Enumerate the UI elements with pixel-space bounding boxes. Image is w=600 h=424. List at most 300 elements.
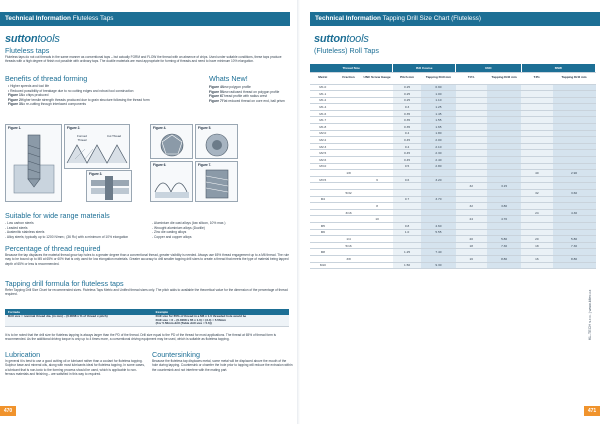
cell-bsw-tpi bbox=[521, 124, 552, 131]
table-row bbox=[310, 91, 596, 98]
countersinking-paragraph: Because the fluteless tap displaces metal, some metal will be displaced above the mouth of the hole during tapping. Countersink or chamfer the hole prior to tapping will reduce the extrusion within the countersink and not interfere with the mating part. bbox=[152, 359, 293, 372]
cell-metric bbox=[310, 190, 336, 197]
intro-paragraph: Fluteless taps do not cut threads in the same manner as conventional taps – but actually FORM and FLOW the thread with an absence of chips. Used under suitable conditions, these taps produce threads with a high degree of finish not possible with ordinary taps. The ductile materials are most appropriate for forming of threads and need to have minimum 10% elongation. bbox=[5, 55, 282, 64]
cell-iso-drill bbox=[421, 203, 455, 210]
cell-fraction bbox=[336, 143, 362, 150]
cell-unc-tpi bbox=[456, 196, 487, 203]
cell-fraction: 3/8 bbox=[336, 255, 362, 262]
table-row bbox=[310, 117, 596, 124]
cell-metric: M3.0 bbox=[310, 163, 336, 170]
cell-unc-tpi bbox=[456, 137, 487, 144]
cell-pitch: 0.35 bbox=[393, 110, 422, 117]
cell-fraction bbox=[336, 176, 362, 183]
table-row bbox=[310, 170, 596, 177]
cell-iso-drill bbox=[421, 183, 455, 190]
cell-unc-tpi bbox=[456, 91, 487, 98]
cell-metric: M5 bbox=[310, 222, 336, 229]
col-iso-drill: Tapping Drill mm bbox=[421, 72, 455, 84]
cell-unc-tpi bbox=[456, 84, 487, 91]
cell-unc-drill bbox=[487, 196, 521, 203]
cell-bsw-drill bbox=[553, 124, 596, 131]
cell-unc-tpi: 32 bbox=[456, 183, 487, 190]
cell-bsw-tpi bbox=[521, 157, 552, 164]
material-item: - Aluminium die cast alloys (low silicon, 10% max.) bbox=[152, 221, 226, 225]
cell-unc-tpi: 32 bbox=[456, 203, 487, 210]
cell-iso-drill: 1.00 bbox=[421, 91, 455, 98]
cell-unc-tpi bbox=[456, 222, 487, 229]
cell-unc-drill bbox=[487, 170, 521, 177]
cell-fraction: 3/16 bbox=[336, 209, 362, 216]
cell-bsw-tpi: 16 bbox=[521, 255, 552, 262]
cell-unc-gauge bbox=[361, 91, 392, 98]
cell-iso-drill: 1.45 bbox=[421, 110, 455, 117]
cell-unc-tpi bbox=[456, 249, 487, 256]
cell-fraction bbox=[336, 117, 362, 124]
percentage-title: Percentage of thread required bbox=[5, 244, 101, 253]
cell-pitch: 0.7 bbox=[393, 196, 422, 203]
cut-thread-label: Cut Thread bbox=[107, 134, 121, 138]
figure-7-flat-reduced: Figure 7. bbox=[195, 161, 238, 202]
tapping-drill-chart bbox=[310, 64, 596, 269]
tap-table-body bbox=[310, 84, 596, 269]
cell-bsw-drill bbox=[553, 157, 596, 164]
cell-metric: M1.1 bbox=[310, 91, 336, 98]
formed-thread-label: Formed Thread bbox=[77, 134, 87, 142]
cell-bsw-drill bbox=[553, 110, 596, 117]
cell-bsw-tpi bbox=[521, 249, 552, 256]
cell-unc-drill bbox=[487, 150, 521, 157]
cell-iso-drill: 1.80 bbox=[421, 130, 455, 137]
cell-bsw-tpi bbox=[521, 222, 552, 229]
cell-iso-drill bbox=[421, 216, 455, 223]
cell-bsw-tpi bbox=[521, 262, 552, 269]
table-row bbox=[310, 130, 596, 137]
countersinking-title: Countersinking bbox=[152, 350, 200, 359]
figure-caption: Figure 3. No re-cutting through interlaced components bbox=[8, 102, 86, 107]
materials-list-left bbox=[5, 221, 145, 239]
table-row bbox=[310, 242, 596, 249]
table-row bbox=[310, 124, 596, 131]
polygon-profile-icon bbox=[151, 125, 193, 159]
cell-bsw-drill bbox=[553, 262, 596, 269]
cell-fraction bbox=[336, 262, 362, 269]
cell-metric bbox=[310, 183, 336, 190]
figure-caption: Figure 5. New radiused thread on polygon profile bbox=[209, 89, 280, 94]
table-row bbox=[310, 143, 596, 150]
cell-pitch bbox=[393, 255, 422, 262]
material-item: - Zinc die casting alloys bbox=[152, 230, 187, 235]
table-row bbox=[310, 110, 596, 117]
materials-title: Suitable for wide range materials bbox=[5, 211, 110, 220]
cell-unc-tpi bbox=[456, 229, 487, 236]
cell-unc-tpi bbox=[456, 143, 487, 150]
cell-bsw-tpi bbox=[521, 97, 552, 104]
cell-metric bbox=[310, 170, 336, 177]
table-row bbox=[310, 255, 596, 262]
cell-unc-drill bbox=[487, 249, 521, 256]
cell-unc-gauge bbox=[361, 242, 392, 249]
formula-table bbox=[5, 309, 289, 327]
figure-3-interlaced: Figure 3. bbox=[86, 170, 132, 202]
example-line: Drill size for 65% of thread in a M6 x 1.0 threaded hole would be bbox=[155, 314, 247, 318]
cell-pitch bbox=[393, 216, 422, 223]
cell-bsw-drill bbox=[553, 163, 596, 170]
benefit-item: • Higher speeds and tool life bbox=[8, 84, 50, 88]
material-item: - Austenitic stainless steels bbox=[5, 230, 45, 235]
cell-unc-tpi bbox=[456, 209, 487, 216]
cell-iso-drill: 2.00 bbox=[421, 137, 455, 144]
page-number: 470 bbox=[0, 406, 16, 416]
cell-fraction bbox=[336, 124, 362, 131]
cell-fraction bbox=[336, 97, 362, 104]
cell-unc-tpi bbox=[456, 110, 487, 117]
cell-iso-drill: 5.55 bbox=[421, 229, 455, 236]
table-row bbox=[310, 150, 596, 157]
cell-metric: M2.0 bbox=[310, 130, 336, 137]
cell-bsw-drill bbox=[553, 176, 596, 183]
material-item: - Leaded steels bbox=[5, 225, 28, 230]
cell-fraction bbox=[336, 216, 362, 223]
cell-pitch: 0.5 bbox=[393, 163, 422, 170]
cell-unc-tpi bbox=[456, 124, 487, 131]
sutton-tools-logo: suttontools bbox=[314, 33, 369, 45]
benefits-title: Benefits of thread forming bbox=[5, 74, 88, 83]
cell-unc-drill bbox=[487, 124, 521, 131]
cell-bsw-tpi: 32 bbox=[521, 190, 552, 197]
cell-unc-gauge bbox=[361, 255, 392, 262]
cell-unc-gauge bbox=[361, 84, 392, 91]
cell-unc-drill bbox=[487, 143, 521, 150]
cell-unc-drill bbox=[487, 209, 521, 216]
cell-pitch: 0.45 bbox=[393, 157, 422, 164]
material-item: - Low carbon steels bbox=[5, 221, 34, 225]
material-item: - Alloy steels; typically up to 1200 N/mm², (36 Rc) with a minimum of 10% elongation bbox=[5, 234, 129, 239]
whats-new-title: Whats New! bbox=[209, 74, 248, 83]
cell-unc-gauge bbox=[361, 137, 392, 144]
cell-iso-drill: 3.20 bbox=[421, 176, 455, 183]
table-row bbox=[310, 190, 596, 197]
table-row bbox=[310, 196, 596, 203]
materials-list-right bbox=[152, 221, 292, 239]
cell-bsw-drill: 4.30 bbox=[553, 209, 596, 216]
cell-bsw-drill bbox=[553, 222, 596, 229]
cell-unc-tpi bbox=[456, 176, 487, 183]
cell-unc-drill bbox=[487, 163, 521, 170]
cell-fraction bbox=[336, 203, 362, 210]
cell-iso-drill bbox=[421, 255, 455, 262]
table-row bbox=[310, 216, 596, 223]
cell-unc-tpi: 18 bbox=[456, 242, 487, 249]
cell-bsw-drill bbox=[553, 196, 596, 203]
cell-iso-drill: 9.30 bbox=[421, 262, 455, 269]
cell-pitch: 0.6 bbox=[393, 176, 422, 183]
cell-unc-gauge bbox=[361, 170, 392, 177]
cell-iso-drill bbox=[421, 242, 455, 249]
cell-metric: M1.2 bbox=[310, 97, 336, 104]
cell-bsw-drill bbox=[553, 150, 596, 157]
cell-bsw-tpi bbox=[521, 117, 552, 124]
cell-unc-gauge bbox=[361, 209, 392, 216]
cell-metric bbox=[310, 236, 336, 243]
thread-compare-icon bbox=[65, 125, 130, 169]
col-bsw-drill: Tapping Drill mm bbox=[553, 72, 596, 84]
cell-unc-gauge bbox=[361, 117, 392, 124]
cell-bsw-tpi bbox=[521, 130, 552, 137]
cell-bsw-drill bbox=[553, 117, 596, 124]
cell-pitch: 1.25 bbox=[393, 249, 422, 256]
cell-unc-drill bbox=[487, 104, 521, 111]
sutton-tools-logo: suttontools bbox=[5, 33, 60, 45]
cell-bsw-tpi bbox=[521, 203, 552, 210]
col-pitch: Pitch mm bbox=[393, 72, 422, 84]
cell-unc-gauge bbox=[361, 262, 392, 269]
cell-bsw-drill: 2.90 bbox=[553, 170, 596, 177]
drill-formula-title: Tapping drill formula for fluteless taps bbox=[5, 279, 124, 288]
cell-unc-drill: 3.15 bbox=[487, 183, 521, 190]
cell-fraction bbox=[336, 229, 362, 236]
cell-bsw-drill bbox=[553, 216, 596, 223]
cell-unc-gauge bbox=[361, 143, 392, 150]
cell-fraction: 1/4 bbox=[336, 236, 362, 243]
table-row bbox=[310, 104, 596, 111]
cell-bsw-drill: 7.30 bbox=[553, 242, 596, 249]
cell-bsw-tpi bbox=[521, 229, 552, 236]
cell-iso-drill: 7.40 bbox=[421, 249, 455, 256]
cell-unc-tpi bbox=[456, 157, 487, 164]
cell-iso-drill: 1.65 bbox=[421, 124, 455, 131]
col-unc-screw-gauge: UNC Screw Gauge bbox=[361, 72, 392, 84]
cell-unc-gauge bbox=[361, 130, 392, 137]
cell-fraction bbox=[336, 157, 362, 164]
cell-unc-gauge bbox=[361, 196, 392, 203]
figure-1-chip-free: Figure 1. bbox=[5, 124, 62, 202]
drill-formula-paragraph: Refer Tapping Drill Size Chart for recommended sizes. Fluteless Taps Metric and Unified thread sizes only. The pitch adds to available the theoretical value for the dimension of the percentage of thread required. bbox=[5, 288, 288, 297]
cell-unc-gauge: 8 bbox=[361, 203, 392, 210]
cell-fraction: 5/16 bbox=[336, 242, 362, 249]
group-iso-coarse: ISO Coarse bbox=[393, 64, 456, 72]
cell-iso-drill: 2.40 bbox=[421, 157, 455, 164]
cell-bsw-tpi bbox=[521, 196, 552, 203]
cell-metric bbox=[310, 209, 336, 216]
col-metric: Metric bbox=[310, 72, 336, 84]
cell-unc-tpi bbox=[456, 97, 487, 104]
cell-bsw-tpi: 18 bbox=[521, 242, 552, 249]
cell-bsw-tpi bbox=[521, 163, 552, 170]
cell-unc-drill bbox=[487, 222, 521, 229]
cell-unc-tpi bbox=[456, 190, 487, 197]
cell-pitch: 0.25 bbox=[393, 91, 422, 98]
table-row bbox=[310, 97, 596, 104]
col-bsw-tpi: T.P.I. bbox=[521, 72, 552, 84]
cell-bsw-drill bbox=[553, 137, 596, 144]
cell-metric: M2.5 bbox=[310, 150, 336, 157]
cell-unc-gauge bbox=[361, 222, 392, 229]
material-item: - Wrought aluminium alloys (Ductile) bbox=[152, 225, 205, 230]
col-unc-tpi: T.P.I. bbox=[456, 72, 487, 84]
cell-unc-tpi bbox=[456, 262, 487, 269]
cell-unc-tpi bbox=[456, 163, 487, 170]
cell-metric: M3.5 bbox=[310, 176, 336, 183]
cell-fraction: 1/8 bbox=[336, 170, 362, 177]
right-page-header: Technical Information Tapping Drill Size Chart (Fluteless) bbox=[310, 12, 600, 26]
cell-pitch: 1.0 bbox=[393, 229, 422, 236]
cell-unc-gauge: 6 bbox=[361, 176, 392, 183]
cell-metric bbox=[310, 216, 336, 223]
cell-bsw-tpi bbox=[521, 137, 552, 144]
cell-iso-drill: 1.25 bbox=[421, 104, 455, 111]
cell-unc-gauge bbox=[361, 150, 392, 157]
table-row bbox=[310, 222, 596, 229]
cell-fraction: 5/32 bbox=[336, 190, 362, 197]
cell-unc-drill bbox=[487, 229, 521, 236]
cell-pitch: 0.35 bbox=[393, 117, 422, 124]
cell-unc-tpi bbox=[456, 104, 487, 111]
cell-bsw-drill bbox=[553, 183, 596, 190]
cell-unc-gauge bbox=[361, 110, 392, 117]
cell-metric: M2.3 bbox=[310, 143, 336, 150]
cell-bsw-drill bbox=[553, 143, 596, 150]
cell-unc-drill: 8.80 bbox=[487, 255, 521, 262]
table-row bbox=[310, 203, 596, 210]
table-row bbox=[310, 176, 596, 183]
cell-unc-gauge bbox=[361, 104, 392, 111]
cell-fraction bbox=[336, 249, 362, 256]
cell-unc-drill bbox=[487, 97, 521, 104]
cell-unc-gauge bbox=[361, 236, 392, 243]
cell-iso-drill bbox=[421, 209, 455, 216]
table-row bbox=[310, 84, 596, 91]
figure-caption: Figure 7. Flat reduced thread on core end, ball prism bbox=[209, 98, 285, 103]
cell-bsw-drill: 8.80 bbox=[553, 255, 596, 262]
group-unc: UNC bbox=[456, 64, 522, 72]
note-paragraph: It is to be noted that the drill size for fluteless tapping is always larger than the PD of the thread. Drill size equal to the PD of the thread for most applications. The thread at 65% of thread form is recommended. As the additional driving torque is only up to 4 times more, a conventional driving equipment may be used, which is suitable as fluteless tapping. bbox=[5, 333, 277, 342]
example-cell bbox=[153, 315, 289, 326]
lubrication-title: Lubrication bbox=[5, 350, 41, 359]
cell-pitch bbox=[393, 183, 422, 190]
cell-unc-gauge bbox=[361, 183, 392, 190]
interlace-icon bbox=[87, 171, 132, 202]
material-item: - Copper and copper alloys bbox=[152, 234, 192, 239]
radius-crest-icon bbox=[151, 162, 193, 202]
table-row bbox=[310, 262, 596, 269]
cell-pitch: 0.25 bbox=[393, 97, 422, 104]
cell-pitch: 0.4 bbox=[393, 143, 422, 150]
cell-bsw-tpi: 20 bbox=[521, 236, 552, 243]
cell-unc-gauge: 10 bbox=[361, 216, 392, 223]
cell-bsw-tpi bbox=[521, 104, 552, 111]
figure-2-thread-grain: Figure 2. Formed Thread Cut Thread bbox=[64, 124, 130, 169]
cell-metric bbox=[310, 255, 336, 262]
cell-fraction bbox=[336, 130, 362, 137]
cell-unc-drill bbox=[487, 262, 521, 269]
col-unc-drill: Tapping Drill mm bbox=[487, 72, 521, 84]
cell-pitch bbox=[393, 236, 422, 243]
cell-unc-gauge bbox=[361, 163, 392, 170]
roll-taps-title: (Fluteless) Roll Taps bbox=[314, 46, 379, 55]
figure-caption: Figure 6. Thread profile with radius crest bbox=[209, 94, 267, 99]
cell-pitch: 0.35 bbox=[393, 124, 422, 131]
cell-iso-drill bbox=[421, 190, 455, 197]
cell-unc-drill bbox=[487, 137, 521, 144]
cell-fraction bbox=[336, 137, 362, 144]
cell-unc-tpi: 20 bbox=[456, 236, 487, 243]
figure-4-polygon: Figure 4. bbox=[150, 124, 193, 159]
whats-new-list bbox=[209, 85, 294, 103]
figure-caption: Figure 2. Higher tensile strength threads produced due to grain structure following the thread form bbox=[8, 97, 150, 102]
cell-bsw-tpi bbox=[521, 110, 552, 117]
cell-bsw-drill bbox=[553, 130, 596, 137]
cell-unc-drill bbox=[487, 91, 521, 98]
cell-bsw-tpi: 40 bbox=[521, 170, 552, 177]
cell-metric: M2.2 bbox=[310, 137, 336, 144]
cell-unc-tpi bbox=[456, 170, 487, 177]
table-row bbox=[310, 229, 596, 236]
cell-bsw-drill bbox=[553, 249, 596, 256]
cell-fraction bbox=[336, 222, 362, 229]
cell-metric: M1.8 bbox=[310, 124, 336, 131]
example-line: (For 5.56mm drill (Table drill size = 5.6)) bbox=[155, 321, 212, 326]
cell-fraction bbox=[336, 163, 362, 170]
cell-iso-drill bbox=[421, 236, 455, 243]
figure-caption: Figure 4. New polygon profile bbox=[209, 85, 251, 89]
figure-5-radiused: Figure 5. bbox=[195, 124, 238, 159]
table-row bbox=[310, 236, 596, 243]
flat-reduced-icon bbox=[196, 162, 238, 202]
cell-pitch: 0.25 bbox=[393, 84, 422, 91]
group-thread-size: Thread Size bbox=[310, 64, 393, 72]
cell-pitch bbox=[393, 209, 422, 216]
cell-iso-drill: 4.60 bbox=[421, 222, 455, 229]
cell-pitch: 0.45 bbox=[393, 137, 422, 144]
cell-metric bbox=[310, 203, 336, 210]
cell-bsw-tpi: 24 bbox=[521, 209, 552, 216]
cell-unc-gauge bbox=[361, 190, 392, 197]
cell-unc-drill bbox=[487, 176, 521, 183]
cell-metric: M1.7 bbox=[310, 117, 336, 124]
cell-pitch: 1.50 bbox=[393, 262, 422, 269]
page-number: 471 bbox=[584, 406, 600, 416]
cell-metric: M4 bbox=[310, 196, 336, 203]
benefits-list bbox=[8, 84, 203, 107]
table-row bbox=[310, 157, 596, 164]
cell-unc-drill: 7.30 bbox=[487, 242, 521, 249]
cell-bsw-tpi bbox=[521, 143, 552, 150]
cell-bsw-drill bbox=[553, 97, 596, 104]
figure-caption: Figure 1. No chips produced bbox=[8, 93, 49, 98]
cell-unc-drill: 4.70 bbox=[487, 216, 521, 223]
cell-unc-tpi: 24 bbox=[456, 216, 487, 223]
cell-bsw-drill: 3.60 bbox=[553, 190, 596, 197]
cell-pitch: 0.45 bbox=[393, 150, 422, 157]
cell-metric: M8 bbox=[310, 249, 336, 256]
table-row bbox=[310, 183, 596, 190]
cell-iso-drill: 2.30 bbox=[421, 150, 455, 157]
cell-bsw-tpi bbox=[521, 84, 552, 91]
cell-metric: M10 bbox=[310, 262, 336, 269]
cell-iso-drill: 1.55 bbox=[421, 117, 455, 124]
cell-unc-drill bbox=[487, 117, 521, 124]
cell-bsw-drill bbox=[553, 84, 596, 91]
cell-fraction bbox=[336, 104, 362, 111]
cell-bsw-drill bbox=[553, 229, 596, 236]
cell-fraction bbox=[336, 91, 362, 98]
cell-bsw-tpi bbox=[521, 91, 552, 98]
left-page-header: Technical Information Fluteless Taps bbox=[0, 12, 290, 26]
cell-bsw-drill bbox=[553, 91, 596, 98]
cell-pitch: 0.4 bbox=[393, 130, 422, 137]
cell-unc-tpi: 16 bbox=[456, 255, 487, 262]
cell-bsw-drill bbox=[553, 203, 596, 210]
